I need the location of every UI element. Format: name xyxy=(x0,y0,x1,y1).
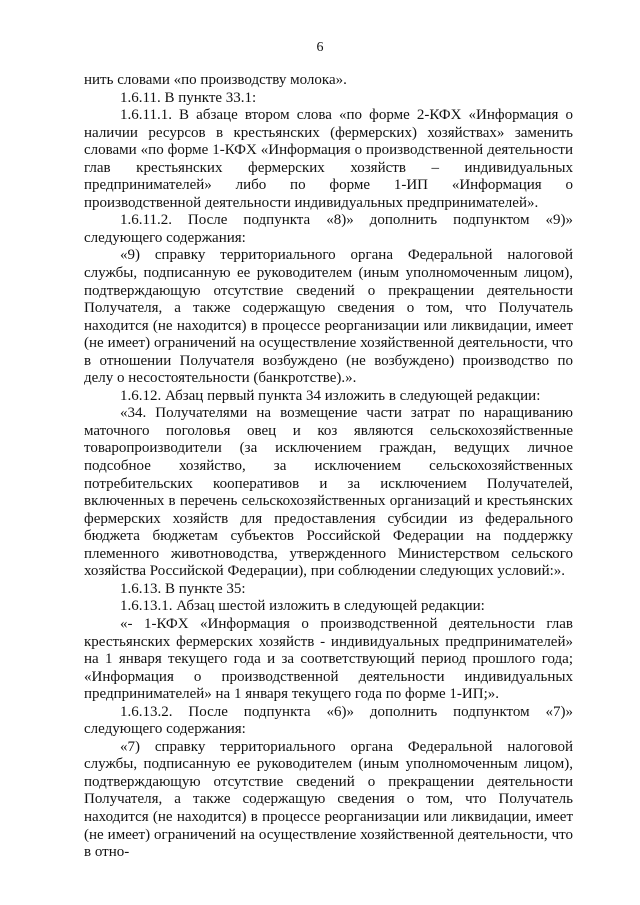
paragraph-1-6-13: 1.6.13. В пункте 35: xyxy=(120,580,246,597)
paragraph-item-34: «34. Получателями на возмещение части затрат по наращиванию маточного поголовья овец и коз являются сельскохозяйственные товаропроизводители (за исключением граждан, ведущих личное подсобное хозяйство, за исключением сельскохозяйственных потребительских кооперативов и за исключением Получателей, включенных в перечень сельскохозяйственных организаций и крестьянских фермерских хозяйств для предоставления субсидии из федерального бюджета бюджетам субъектов Российской Федерации на поддержку племенного животноводства, утвержденного Министерством сельского хозяйства Российской Федерации), при соблюдении следующих условий:». xyxy=(84,405,573,580)
page-number: 6 xyxy=(316,40,324,55)
paragraph-1-6-11-1: 1.6.11.1. В абзаце втором слова «по форме 2-КФХ «Информация о наличии ресурсов в крестьянских (фермерских) хозяйствах» заменить словами «по форме 1-КФХ «Информация о производственной деятельности глав крестьянских фермерских хозяйств – индивидуальных предпринимателей» либо по форме 1-ИП «Информация о производственной деятельности индивидуальных предпринимателей». xyxy=(84,107,573,211)
paragraph-1-6-11: 1.6.11. В пункте 33.1: xyxy=(120,89,257,106)
paragraph-subitem-7: «7) справку территориального органа Федеральной налоговой службы, подписанную ее руководителем (иным уполномоченным лицом), подтверждающую отсутствие сведений о прекращении деятельности Получателя, а также содержащую сведения о том, что Получатель находится (не находится) в процессе реорганизации или ликвидации, имеет (не имеет) ограничений на осуществление хозяйственной деятельности, что в отно- xyxy=(84,738,573,861)
paragraph-1-6-13-1: 1.6.13.1. Абзац шестой изложить в следующей редакции: xyxy=(120,598,485,615)
paragraph-continuation: нить словами «по производству молока». xyxy=(84,72,347,88)
paragraph-1-6-11-2: 1.6.11.2. После подпункта «8)» дополнить подпунктом «9)» следующего содержания: xyxy=(84,212,573,246)
paragraph-subitem-9: «9) справку территориального органа Федеральной налоговой службы, подписанную ее руководителем (иным уполномоченным лицом), подтверждающую отсутствие сведений о прекращении деятельности Получателя, а также содержащую сведения о том, что Получатель находится (не находится) в процессе реорганизации или ликвидации, имеет (не имеет) ограничений на осуществление хозяйственной деятельности, что в отношении Получателя возбуждено (не возбуждено) производство по делу о несостоятельности (банкротстве).». xyxy=(84,247,573,387)
paragraph-form-1-kfh: «- 1-КФХ «Информация о производственной деятельности глав крестьянских фермерских хозяйств - индивидуальных предпринимателей» на 1 января текущего года и за соответствующий период прошлого года; «Информация о производственной деятельности индивидуальных предпринимателей» на 1 января текущего года по форме 1-ИП;». xyxy=(84,615,573,703)
paragraph-1-6-12: 1.6.12. Абзац первый пункта 34 изложить в следующей редакции: xyxy=(120,387,541,404)
document-body xyxy=(84,72,573,862)
paragraph-1-6-13-2: 1.6.13.2. После подпункта «6)» дополнить подпунктом «7)» следующего содержания: xyxy=(84,703,573,738)
